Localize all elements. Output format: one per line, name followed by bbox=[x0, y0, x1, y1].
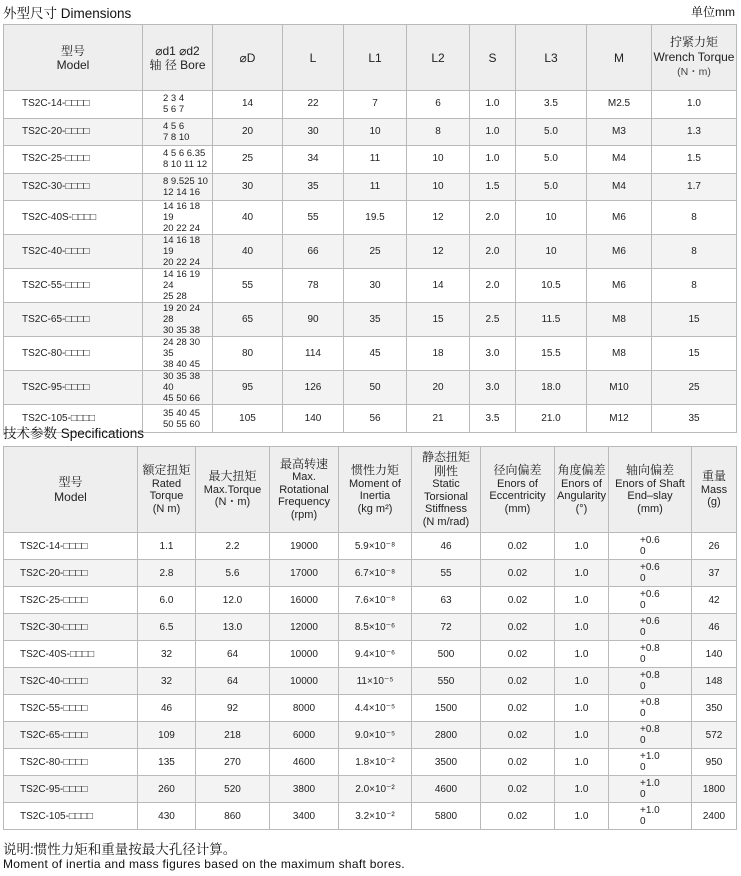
mass-cell: 950 bbox=[692, 749, 737, 776]
mass-cell: 140 bbox=[692, 641, 737, 668]
table-row bbox=[4, 695, 737, 722]
rated-cell: 2.8 bbox=[138, 560, 196, 587]
m-cell: M4 bbox=[587, 173, 652, 201]
max-cell: 520 bbox=[196, 776, 270, 803]
ang-cell: 1.0 bbox=[555, 776, 609, 803]
l2-cell: 18 bbox=[407, 337, 470, 371]
ang-cell: 1.0 bbox=[555, 803, 609, 830]
d-cell: 30 bbox=[213, 173, 283, 201]
inertia-cell: 9.0×10⁻⁵ bbox=[339, 722, 412, 749]
header-M: M bbox=[587, 25, 652, 91]
shaft-endplay-cell: +0.6 0 bbox=[609, 533, 692, 560]
ecc-cell: 0.02 bbox=[481, 722, 555, 749]
l-cell: 126 bbox=[283, 371, 344, 405]
mass-cell: 2400 bbox=[692, 803, 737, 830]
spec-header-max-speed: 最高转速 Max. Rotational Frequency (rpm) bbox=[270, 447, 339, 533]
l1-cell: 30 bbox=[344, 269, 407, 303]
l1-cell: 19.5 bbox=[344, 201, 407, 235]
max-cell: 64 bbox=[196, 668, 270, 695]
unit-label: 单位mm bbox=[691, 5, 735, 19]
table-row bbox=[4, 91, 737, 119]
l2-cell: 10 bbox=[407, 146, 470, 174]
model-cell: TS2C-30-□□□□ bbox=[4, 614, 138, 641]
ecc-cell: 0.02 bbox=[481, 533, 555, 560]
speed-cell: 10000 bbox=[270, 668, 339, 695]
header-D: ⌀D bbox=[213, 25, 283, 91]
s-cell: 3.0 bbox=[470, 371, 516, 405]
l3-cell: 3.5 bbox=[516, 91, 587, 119]
l3-cell: 21.0 bbox=[516, 405, 587, 433]
table-row bbox=[4, 749, 737, 776]
inertia-cell: 9.4×10⁻⁶ bbox=[339, 641, 412, 668]
model-cell: TS2C-14-□□□□ bbox=[4, 91, 143, 119]
shaft-endplay-cell: +1.0 0 bbox=[609, 749, 692, 776]
torque-cell: 1.5 bbox=[652, 146, 737, 174]
stiffness-cell: 2800 bbox=[412, 722, 481, 749]
l2-cell: 14 bbox=[407, 269, 470, 303]
stiffness-cell: 1500 bbox=[412, 695, 481, 722]
d-cell: 40 bbox=[213, 201, 283, 235]
rated-cell: 6.0 bbox=[138, 587, 196, 614]
l3-cell: 11.5 bbox=[516, 303, 587, 337]
speed-cell: 10000 bbox=[270, 641, 339, 668]
s-cell: 3.0 bbox=[470, 337, 516, 371]
shaft-endplay-cell: +0.6 0 bbox=[609, 614, 692, 641]
m-cell: M8 bbox=[587, 337, 652, 371]
model-cell: TS2C-40S-□□□□ bbox=[4, 641, 138, 668]
model-cell: TS2C-30-□□□□ bbox=[4, 173, 143, 201]
bore-cell: 30 35 38 40 45 50 66 bbox=[143, 371, 213, 405]
model-cell: TS2C-25-□□□□ bbox=[4, 587, 138, 614]
shaft-endplay-cell: +0.8 0 bbox=[609, 668, 692, 695]
mass-cell: 350 bbox=[692, 695, 737, 722]
l3-cell: 5.0 bbox=[516, 146, 587, 174]
model-cell: TS2C-95-□□□□ bbox=[4, 776, 138, 803]
rated-cell: 260 bbox=[138, 776, 196, 803]
table-row bbox=[4, 533, 737, 560]
l2-cell: 6 bbox=[407, 91, 470, 119]
rated-cell: 1.1 bbox=[138, 533, 196, 560]
max-cell: 218 bbox=[196, 722, 270, 749]
table-row bbox=[4, 337, 737, 371]
l1-cell: 50 bbox=[344, 371, 407, 405]
inertia-cell: 2.0×10⁻² bbox=[339, 776, 412, 803]
spec-header-angularity: 角度偏差 Enors of Angularity (°) bbox=[555, 447, 609, 533]
specifications-header-row bbox=[4, 447, 737, 533]
ecc-cell: 0.02 bbox=[481, 695, 555, 722]
d-cell: 40 bbox=[213, 235, 283, 269]
l-cell: 34 bbox=[283, 146, 344, 174]
ecc-cell: 0.02 bbox=[481, 668, 555, 695]
model-cell: TS2C-95-□□□□ bbox=[4, 371, 143, 405]
header-L: L bbox=[283, 25, 344, 91]
model-cell: TS2C-25-□□□□ bbox=[4, 146, 143, 174]
m-cell: M6 bbox=[587, 269, 652, 303]
model-cell: TS2C-105-□□□□ bbox=[4, 405, 143, 433]
l1-cell: 56 bbox=[344, 405, 407, 433]
spec-header-model: 型号 Model bbox=[4, 447, 138, 533]
torque-cell: 8 bbox=[652, 269, 737, 303]
s-cell: 2.0 bbox=[470, 235, 516, 269]
speed-cell: 17000 bbox=[270, 560, 339, 587]
speed-cell: 6000 bbox=[270, 722, 339, 749]
table-row bbox=[4, 146, 737, 174]
ecc-cell: 0.02 bbox=[481, 560, 555, 587]
l3-cell: 10.5 bbox=[516, 269, 587, 303]
table-row bbox=[4, 803, 737, 830]
stiffness-cell: 72 bbox=[412, 614, 481, 641]
rated-cell: 430 bbox=[138, 803, 196, 830]
spec-header-stiffness: 静态扭矩 刚性 Static Torsional Stiffness (N m/rad) bbox=[412, 447, 481, 533]
l3-cell: 5.0 bbox=[516, 173, 587, 201]
model-cell: TS2C-80-□□□□ bbox=[4, 337, 143, 371]
table-row bbox=[4, 118, 737, 146]
ang-cell: 1.0 bbox=[555, 641, 609, 668]
header-S: S bbox=[470, 25, 516, 91]
torque-cell: 1.3 bbox=[652, 118, 737, 146]
d-cell: 95 bbox=[213, 371, 283, 405]
model-cell: TS2C-55-□□□□ bbox=[4, 269, 143, 303]
max-cell: 2.2 bbox=[196, 533, 270, 560]
header-bore: ⌀d1 ⌀d2 轴 径 Bore bbox=[143, 25, 213, 91]
max-cell: 270 bbox=[196, 749, 270, 776]
table-row bbox=[4, 173, 737, 201]
max-cell: 12.0 bbox=[196, 587, 270, 614]
note-english: Moment of inertia and mass figures based on the maximum shaft bores. bbox=[3, 857, 405, 871]
table-row bbox=[4, 303, 737, 337]
inertia-cell: 11×10⁻⁵ bbox=[339, 668, 412, 695]
m-cell: M6 bbox=[587, 235, 652, 269]
s-cell: 2.0 bbox=[470, 269, 516, 303]
l1-cell: 11 bbox=[344, 146, 407, 174]
model-cell: TS2C-14-□□□□ bbox=[4, 533, 138, 560]
table-row bbox=[4, 235, 737, 269]
l2-cell: 12 bbox=[407, 235, 470, 269]
mass-cell: 26 bbox=[692, 533, 737, 560]
inertia-cell: 7.6×10⁻⁸ bbox=[339, 587, 412, 614]
s-cell: 1.0 bbox=[470, 118, 516, 146]
stiffness-cell: 500 bbox=[412, 641, 481, 668]
max-cell: 92 bbox=[196, 695, 270, 722]
ecc-cell: 0.02 bbox=[481, 749, 555, 776]
header-wrench-torque: 拧紧力矩 Wrench Torque (N・m) bbox=[652, 25, 737, 91]
l2-cell: 20 bbox=[407, 371, 470, 405]
torque-cell: 25 bbox=[652, 371, 737, 405]
bore-cell: 19 20 24 28 30 35 38 bbox=[143, 303, 213, 337]
l1-cell: 45 bbox=[344, 337, 407, 371]
ecc-cell: 0.02 bbox=[481, 614, 555, 641]
header-L1: L1 bbox=[344, 25, 407, 91]
l3-cell: 10 bbox=[516, 235, 587, 269]
spec-header-shaft-endplay: 轴向偏差 Enors of Shaft End–slay (mm) bbox=[609, 447, 692, 533]
header-L2: L2 bbox=[407, 25, 470, 91]
d-cell: 105 bbox=[213, 405, 283, 433]
rated-cell: 46 bbox=[138, 695, 196, 722]
stiffness-cell: 5800 bbox=[412, 803, 481, 830]
l-cell: 90 bbox=[283, 303, 344, 337]
l2-cell: 10 bbox=[407, 173, 470, 201]
l2-cell: 15 bbox=[407, 303, 470, 337]
mass-cell: 1800 bbox=[692, 776, 737, 803]
model-cell: TS2C-80-□□□□ bbox=[4, 749, 138, 776]
ang-cell: 1.0 bbox=[555, 749, 609, 776]
model-cell: TS2C-65-□□□□ bbox=[4, 303, 143, 337]
table-row bbox=[4, 668, 737, 695]
speed-cell: 16000 bbox=[270, 587, 339, 614]
rated-cell: 135 bbox=[138, 749, 196, 776]
mass-cell: 42 bbox=[692, 587, 737, 614]
model-cell: TS2C-40-□□□□ bbox=[4, 668, 138, 695]
ecc-cell: 0.02 bbox=[481, 803, 555, 830]
l2-cell: 8 bbox=[407, 118, 470, 146]
s-cell: 1.0 bbox=[470, 146, 516, 174]
max-cell: 860 bbox=[196, 803, 270, 830]
table-row bbox=[4, 587, 737, 614]
l-cell: 35 bbox=[283, 173, 344, 201]
spec-header-inertia: 惯性力矩 Moment of Inertia (kg m²) bbox=[339, 447, 412, 533]
shaft-endplay-cell: +0.6 0 bbox=[609, 560, 692, 587]
shaft-endplay-cell: +0.6 0 bbox=[609, 587, 692, 614]
model-cell: TS2C-105-□□□□ bbox=[4, 803, 138, 830]
inertia-cell: 4.4×10⁻⁵ bbox=[339, 695, 412, 722]
shaft-endplay-cell: +0.8 0 bbox=[609, 722, 692, 749]
spec-header-rated-torque: 额定扭矩 Rated Torque (N m) bbox=[138, 447, 196, 533]
specifications-table bbox=[3, 446, 737, 830]
speed-cell: 8000 bbox=[270, 695, 339, 722]
s-cell: 1.0 bbox=[470, 91, 516, 119]
table-row bbox=[4, 641, 737, 668]
torque-cell: 15 bbox=[652, 303, 737, 337]
ecc-cell: 0.02 bbox=[481, 776, 555, 803]
speed-cell: 19000 bbox=[270, 533, 339, 560]
shaft-endplay-cell: +0.8 0 bbox=[609, 695, 692, 722]
rated-cell: 6.5 bbox=[138, 614, 196, 641]
spec-header-mass: 重量 Mass (g) bbox=[692, 447, 737, 533]
stiffness-cell: 4600 bbox=[412, 776, 481, 803]
m-cell: M8 bbox=[587, 303, 652, 337]
s-cell: 1.5 bbox=[470, 173, 516, 201]
stiffness-cell: 55 bbox=[412, 560, 481, 587]
header-model: 型号 Model bbox=[4, 25, 143, 91]
d-cell: 14 bbox=[213, 91, 283, 119]
bore-cell: 2 3 4 5 6 7 bbox=[143, 91, 213, 119]
torque-cell: 1.0 bbox=[652, 91, 737, 119]
model-cell: TS2C-40S-□□□□ bbox=[4, 201, 143, 235]
m-cell: M6 bbox=[587, 201, 652, 235]
l3-cell: 10 bbox=[516, 201, 587, 235]
stiffness-cell: 550 bbox=[412, 668, 481, 695]
model-cell: TS2C-65-□□□□ bbox=[4, 722, 138, 749]
torque-cell: 35 bbox=[652, 405, 737, 433]
torque-cell: 15 bbox=[652, 337, 737, 371]
s-cell: 3.5 bbox=[470, 405, 516, 433]
m-cell: M2.5 bbox=[587, 91, 652, 119]
l-cell: 78 bbox=[283, 269, 344, 303]
l-cell: 55 bbox=[283, 201, 344, 235]
model-cell: TS2C-20-□□□□ bbox=[4, 118, 143, 146]
dimensions-header-row bbox=[4, 25, 737, 91]
inertia-cell: 1.8×10⁻² bbox=[339, 749, 412, 776]
rated-cell: 32 bbox=[138, 668, 196, 695]
bore-cell: 24 28 30 35 38 40 45 bbox=[143, 337, 213, 371]
l-cell: 22 bbox=[283, 91, 344, 119]
speed-cell: 3400 bbox=[270, 803, 339, 830]
ang-cell: 1.0 bbox=[555, 560, 609, 587]
speed-cell: 4600 bbox=[270, 749, 339, 776]
ang-cell: 1.0 bbox=[555, 614, 609, 641]
inertia-cell: 5.9×10⁻⁸ bbox=[339, 533, 412, 560]
l3-cell: 15.5 bbox=[516, 337, 587, 371]
rated-cell: 109 bbox=[138, 722, 196, 749]
model-cell: TS2C-55-□□□□ bbox=[4, 695, 138, 722]
mass-cell: 572 bbox=[692, 722, 737, 749]
torque-cell: 8 bbox=[652, 201, 737, 235]
l-cell: 114 bbox=[283, 337, 344, 371]
l2-cell: 21 bbox=[407, 405, 470, 433]
ang-cell: 1.0 bbox=[555, 668, 609, 695]
max-cell: 13.0 bbox=[196, 614, 270, 641]
d-cell: 55 bbox=[213, 269, 283, 303]
s-cell: 2.5 bbox=[470, 303, 516, 337]
dimensions-title: 外型尺寸 Dimensions bbox=[3, 6, 132, 21]
model-cell: TS2C-20-□□□□ bbox=[4, 560, 138, 587]
d-cell: 25 bbox=[213, 146, 283, 174]
m-cell: M4 bbox=[587, 146, 652, 174]
l-cell: 30 bbox=[283, 118, 344, 146]
table-row bbox=[4, 560, 737, 587]
table-row bbox=[4, 371, 737, 405]
ang-cell: 1.0 bbox=[555, 722, 609, 749]
shaft-endplay-cell: +1.0 0 bbox=[609, 803, 692, 830]
mass-cell: 148 bbox=[692, 668, 737, 695]
table-row bbox=[4, 269, 737, 303]
table-row bbox=[4, 201, 737, 235]
l-cell: 140 bbox=[283, 405, 344, 433]
mass-cell: 37 bbox=[692, 560, 737, 587]
l-cell: 66 bbox=[283, 235, 344, 269]
mass-cell: 46 bbox=[692, 614, 737, 641]
inertia-cell: 6.7×10⁻⁸ bbox=[339, 560, 412, 587]
l1-cell: 25 bbox=[344, 235, 407, 269]
l1-cell: 7 bbox=[344, 91, 407, 119]
ecc-cell: 0.02 bbox=[481, 641, 555, 668]
shaft-endplay-cell: +1.0 0 bbox=[609, 776, 692, 803]
l1-cell: 10 bbox=[344, 118, 407, 146]
ang-cell: 1.0 bbox=[555, 587, 609, 614]
stiffness-cell: 63 bbox=[412, 587, 481, 614]
torque-cell: 1.7 bbox=[652, 173, 737, 201]
table-row bbox=[4, 776, 737, 803]
ang-cell: 1.0 bbox=[555, 533, 609, 560]
spec-header-eccentricity: 径向偏差 Enors of Eccentricity (mm) bbox=[481, 447, 555, 533]
inertia-cell: 3.2×10⁻² bbox=[339, 803, 412, 830]
l2-cell: 12 bbox=[407, 201, 470, 235]
note-chinese: 说明:惯性力矩和重量按最大孔径计算。 bbox=[3, 842, 237, 857]
shaft-endplay-cell: +0.8 0 bbox=[609, 641, 692, 668]
bore-cell: 14 16 18 19 20 22 24 bbox=[143, 201, 213, 235]
bore-cell: 4 5 6 7 8 10 bbox=[143, 118, 213, 146]
ecc-cell: 0.02 bbox=[481, 587, 555, 614]
dimensions-table bbox=[3, 24, 737, 433]
s-cell: 2.0 bbox=[470, 201, 516, 235]
spec-header-max-torque: 最大扭矩 Max.Torque (N・m) bbox=[196, 447, 270, 533]
torque-cell: 8 bbox=[652, 235, 737, 269]
m-cell: M12 bbox=[587, 405, 652, 433]
max-cell: 64 bbox=[196, 641, 270, 668]
ang-cell: 1.0 bbox=[555, 695, 609, 722]
m-cell: M10 bbox=[587, 371, 652, 405]
max-cell: 5.6 bbox=[196, 560, 270, 587]
l3-cell: 5.0 bbox=[516, 118, 587, 146]
d-cell: 80 bbox=[213, 337, 283, 371]
bore-cell: 35 40 45 50 55 60 bbox=[143, 405, 213, 433]
inertia-cell: 8.5×10⁻⁶ bbox=[339, 614, 412, 641]
bore-cell: 14 16 18 19 20 22 24 bbox=[143, 235, 213, 269]
table-row bbox=[4, 614, 737, 641]
d-cell: 65 bbox=[213, 303, 283, 337]
stiffness-cell: 46 bbox=[412, 533, 481, 560]
stiffness-cell: 3500 bbox=[412, 749, 481, 776]
specifications-title: 技术参数 Specifications bbox=[3, 426, 145, 441]
bore-cell: 14 16 19 24 25 28 bbox=[143, 269, 213, 303]
l1-cell: 35 bbox=[344, 303, 407, 337]
d-cell: 20 bbox=[213, 118, 283, 146]
bore-cell: 4 5 6 6.35 8 10 11 12 bbox=[143, 146, 213, 174]
model-cell: TS2C-40-□□□□ bbox=[4, 235, 143, 269]
table-row bbox=[4, 722, 737, 749]
bore-cell: 8 9.525 10 12 14 16 bbox=[143, 173, 213, 201]
rated-cell: 32 bbox=[138, 641, 196, 668]
header-L3: L3 bbox=[516, 25, 587, 91]
l3-cell: 18.0 bbox=[516, 371, 587, 405]
speed-cell: 3800 bbox=[270, 776, 339, 803]
m-cell: M3 bbox=[587, 118, 652, 146]
l1-cell: 11 bbox=[344, 173, 407, 201]
speed-cell: 12000 bbox=[270, 614, 339, 641]
